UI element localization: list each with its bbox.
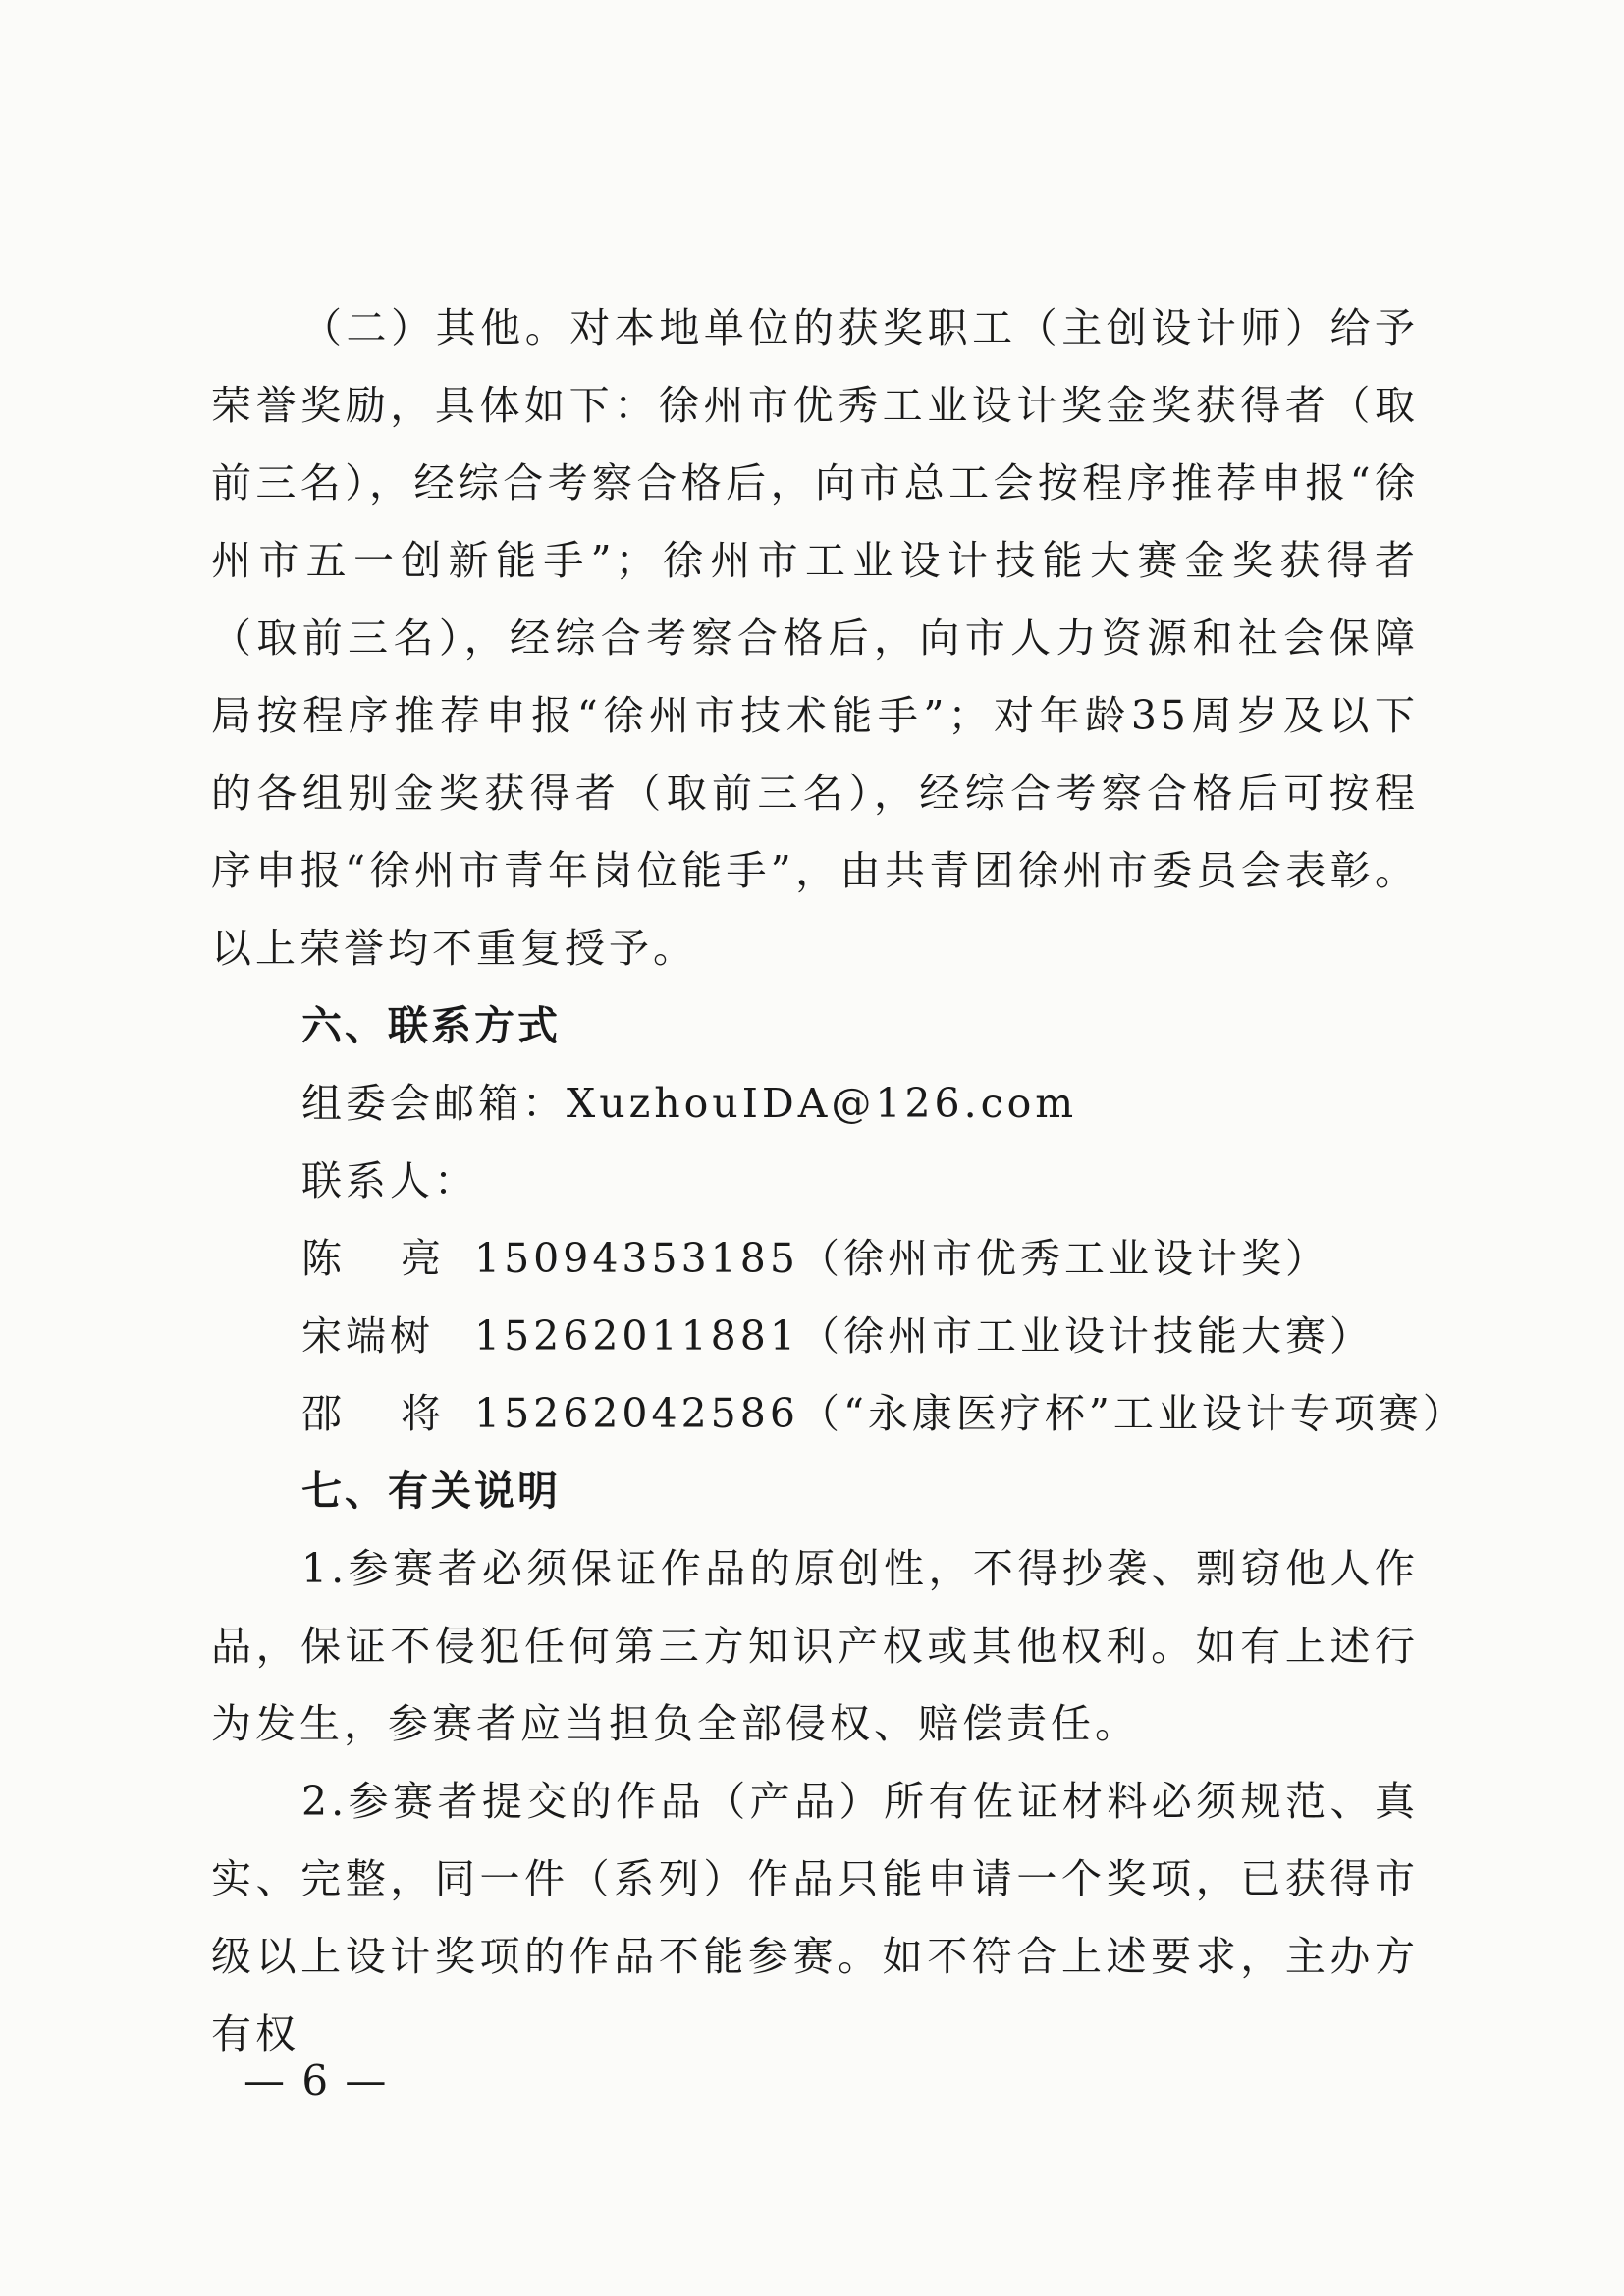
contact-name: 宋端树 [301, 1312, 434, 1360]
note-item-1: 1.参赛者必须保证作品的原创性，不得抄袭、剽窃他人作品，保证不侵犯任何第三方知识产权或其他权利。如有上述行为发生，参赛者应当担负全部侵权、赔偿责任。 [211, 1545, 1419, 1747]
contact-note: （徐州市优秀工业设计奖） [798, 1235, 1329, 1282]
contact-section-heading: 六、联系方式 [301, 1002, 561, 1049]
contact-note: （徐州市工业设计技能大赛） [798, 1312, 1374, 1360]
contacts-label: 联系人： [301, 1157, 478, 1204]
contact-phone: 15262042586 [474, 1390, 799, 1437]
contact-phone: 15094353185 [474, 1235, 799, 1282]
contact-row [211, 1220, 1419, 1298]
page-number: — 6 — [244, 2056, 389, 2105]
organizer-email-line: 组委会邮箱：XuzhouIDA@126.com [301, 1080, 1078, 1127]
document-body [211, 290, 1467, 2073]
contact-phone: 15262011881 [474, 1312, 799, 1360]
honor-awards-paragraph: （二）其他。对本地单位的获奖职工（主创设计师）给予荣誉奖励，具体如下：徐州市优秀工业设计奖金奖获得者（取前三名），经综合考察合格后，向市总工会按程序推荐申报“徐州市五一创新能手”；徐州市工业设计技能大赛金奖获得者（取前三名），经综合考察合格后，向市人力资源和社会保障局按程序推荐申报“徐州市技术能手”；对年龄35周岁及以下的各组别金奖获得者（取前三名），经综合考察合格后可按程序申报“徐州市青年岗位能手”，由共青团徐州市委员会表彰。以上荣誉均不重复授予。 [211, 304, 1419, 972]
notes-section-heading: 七、有关说明 [301, 1468, 561, 1515]
contact-row [211, 1298, 1419, 1375]
note-item-2: 2.参赛者提交的作品（产品）所有佐证材料必须规范、真实、完整，同一件（系列）作品只能申请一个奖项，已获得市级以上设计奖项的作品不能参赛。如不符合上述要求，主办方有权 [211, 1778, 1419, 2057]
contact-name: 陈亮 [301, 1235, 500, 1282]
contact-note: （“永康医疗杯”工业设计专项赛） [798, 1390, 1467, 1437]
contact-row [211, 1375, 1467, 1453]
contact-name: 邵将 [301, 1390, 500, 1437]
